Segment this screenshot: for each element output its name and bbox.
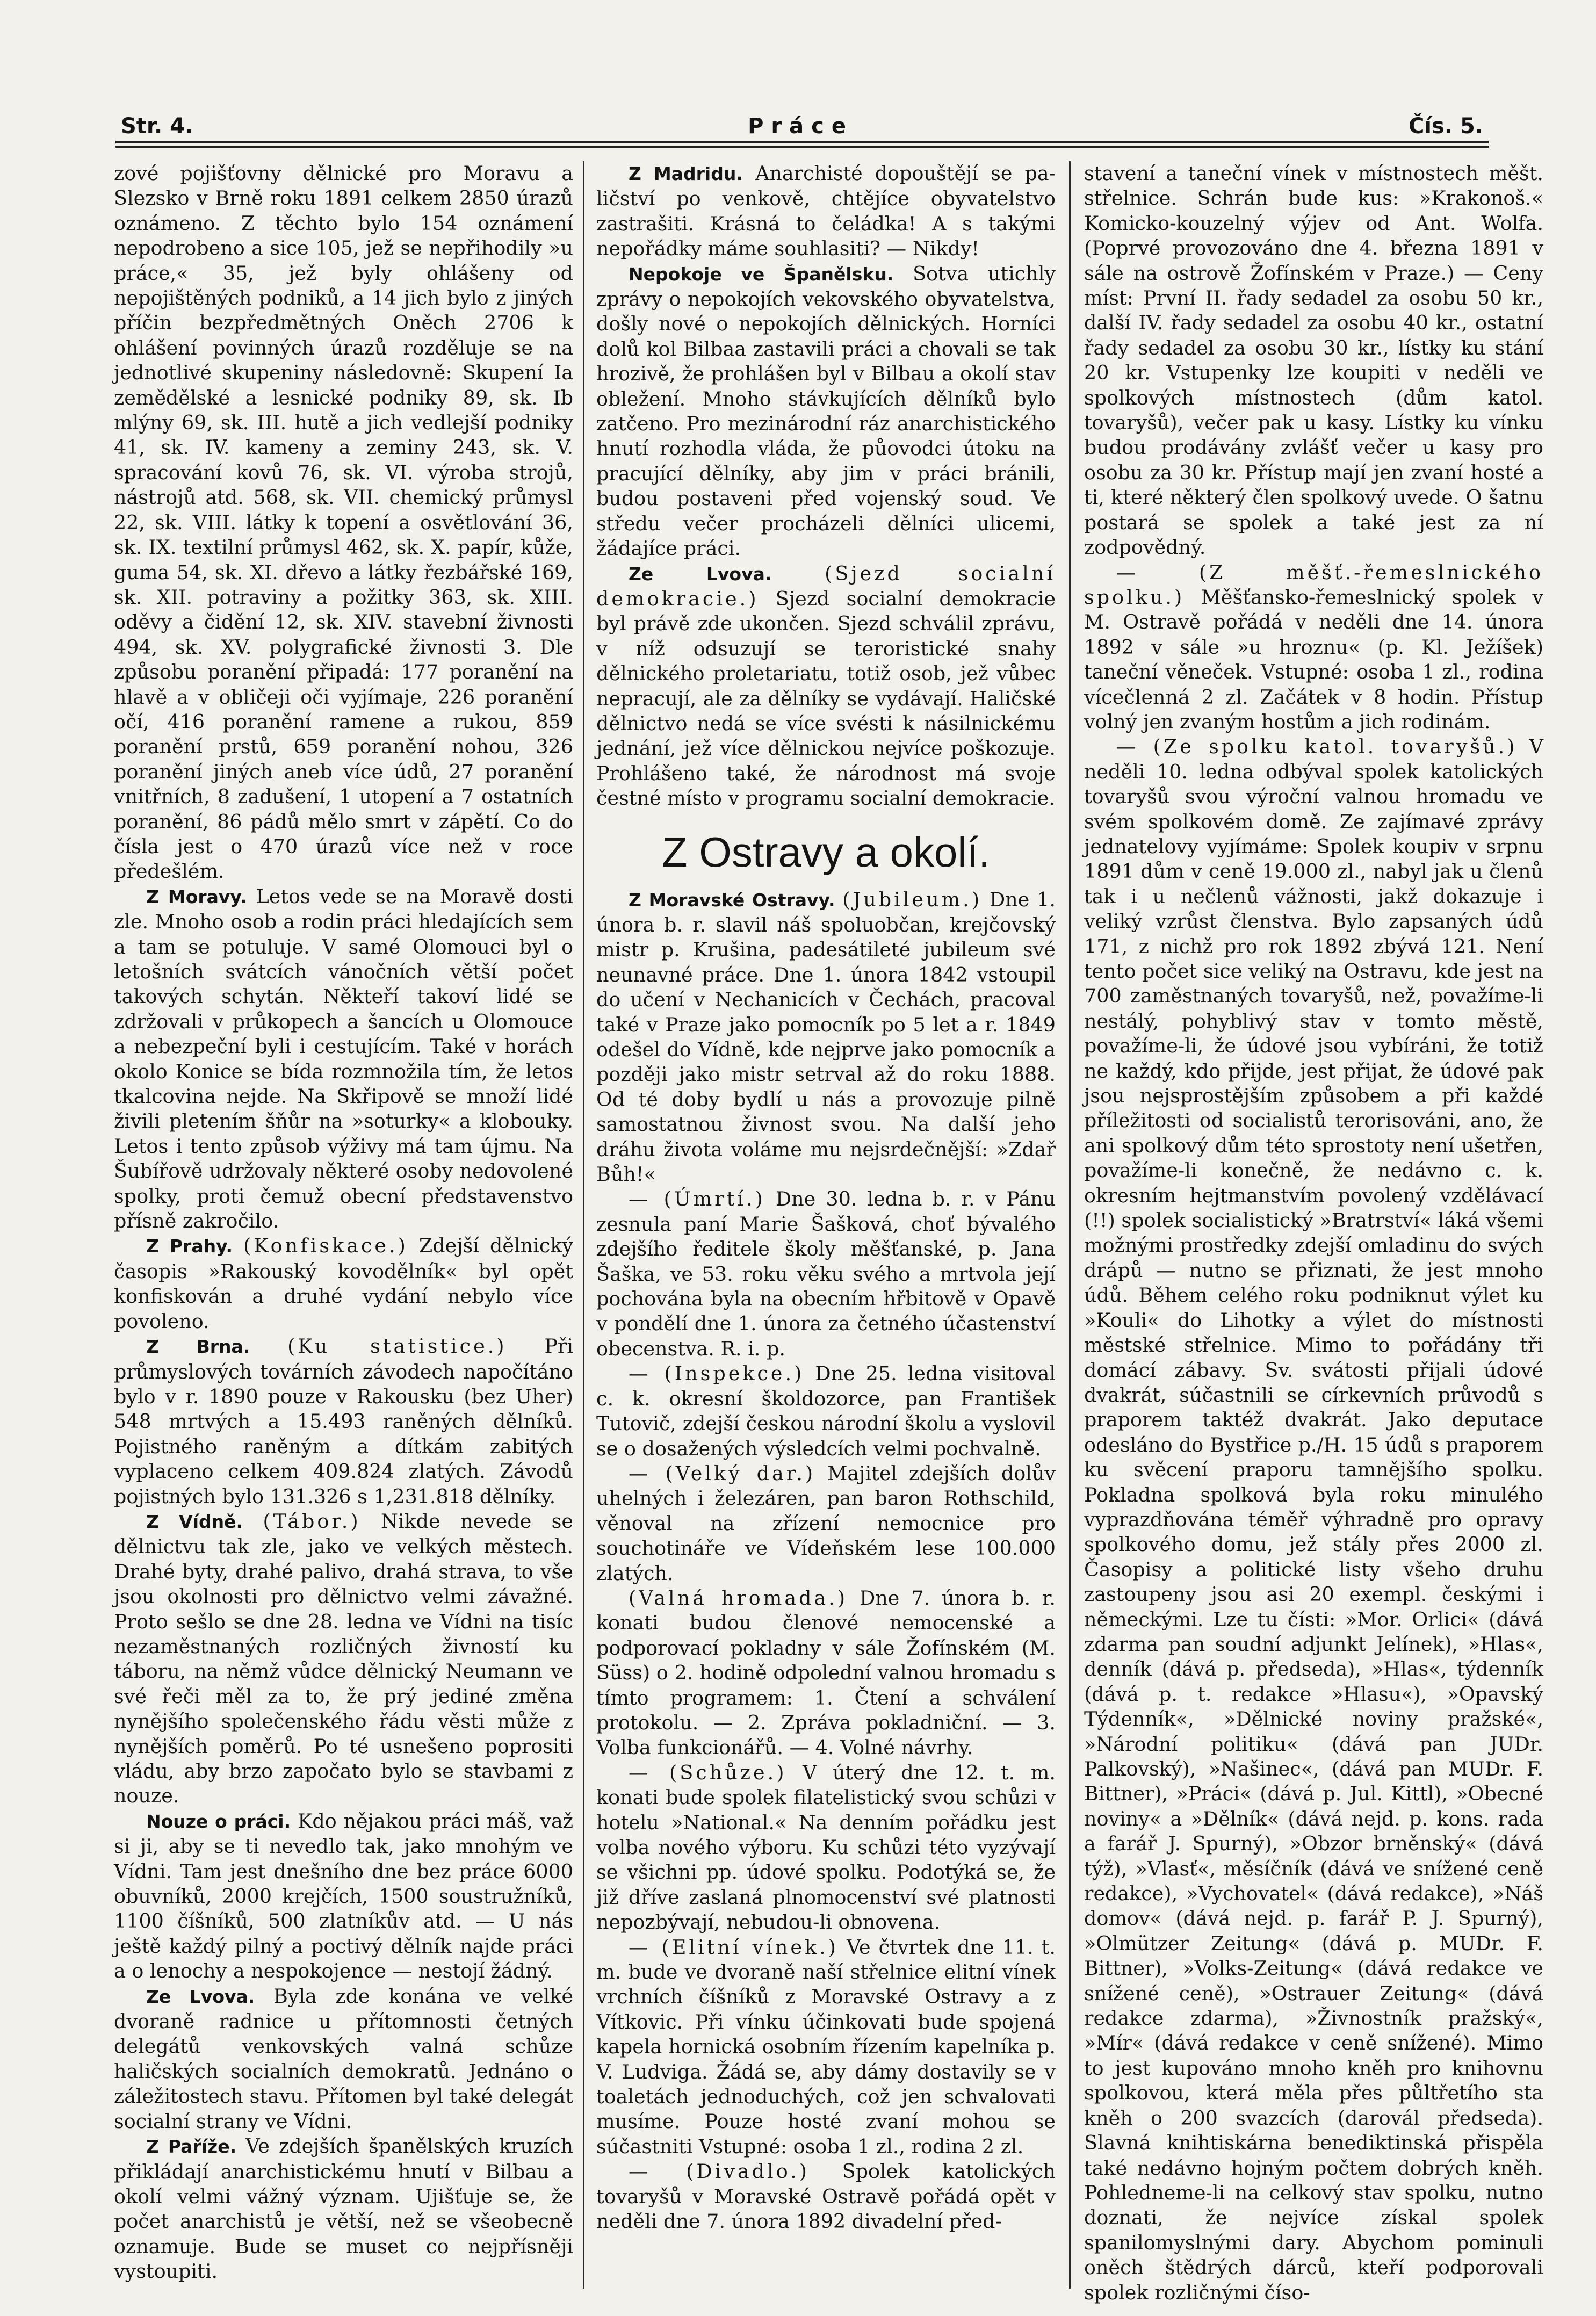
article-text: Ve čtvrtek dne 11. t. m. bude ve dvoraně naší střelnice elitní vínek vrchních číšníků z Moravské Ostravy a z Vítkovic. Při vínku účinkovati bude spojená kapela hornická osobním řízením kapelníka p. V. Ludviga. Žádá se, aby dámy dostavily se v toaletách jednoduchých, což jen schvalovati musíme. Pouze hosté zvaní mohou se súčastniti Vstupné: osoba 1 zl., rodina 2 zl. [596,1935,1056,2158]
article-paragraph [114,1509,573,1809]
article-text: V neděli 10. ledna odbýval spolek katolických tovaryšů svou výroční valnou hromadu ve svém spolkovém domě. Ze zajímavé zprávy jednatelovy vyjímáme: Spolek koupiv v srpnu 1891 dům v ceně 19.000 zl., nabyl jak u členů tak i u nečlenů vážnosti, jakž dokazuje i veliký vzrůst členstva. Bylo zapsaných údů 171, z nichž pro rok 1892 zbývá 121. Není tento počet sice veliký na Ostravu, kde jest na 700 zaměstnaných tovaryšů, než, považíme-li nestálý, pohyblivý stav v tomto městě, považíme-li, že údové jsou vybíráni, že totiž ne každý, kdo přijde, jest přijat, že údové pak jsou nejsprostějším způsobem a při každé příležitosti od socialistů terorisováni, ano, že ani spolkový dům této sprostoty není ušetřen, považíme-li konečně, že nedávno c. k. okresním hejtmanstvím povolený vzdělávací (!!) spolek socialistický »Bratrství« láká všemi možnými prostředky zdejší omladinu do svých drápů — nutno se přiznati, že jest mnoho údů. Během celého roku podniknut výlet ku »Kouli« do Lihotky a výlet do místnosti městské střelnice. Mimo to pořádány tři domácí zábavy. Sv. svátosti přijali údové dvakrát, súčastnili se církevních průvodů s praporem taktéž dvakrát. Jako deputace odesláno do Bystřice p./H. 15 údů s praporem ku svěcení praporu tamnějšího spolku. Pokladna spolková byla roku minulého vyprazdňována téměř výhradně pro opravy spolkového domu, jež stály přes 2000 zl. Časopisy a politické listy všeho druhu zastoupeny jsou asi 20 exempl. českými i německými. Lze tu čísti: »Mor. Orlici« (dává zdarma pan soudní adjunkt Jelínek), »Hlas«, denník (dává p. předseda), »Hlas«, týdenník (dává p. t. redakce »Hlasu«), »Opavský Týdenník«, »Dělnické noviny pražské«, »Národní politiku« (dává pan JUDr. Palkovský), »Našinec«, (dává pan MUDr. F. Bittner), »Práci« (dává p. Jul. Kittl), »Obecné noviny« a »Dělník« (dává nejd. p. kons. rada a farář J. Spurný), »Obzor brněnský« (dává týž), »Vlasť«, měsíčník (dává ve snížené ceně redakce), »Vychovatel« (dává redakce), »Náš domov« (dává nejd. p. farář P. J. Spurný), »Olmützer Zeitung« (dává p. MUDr. F. Bittner), »Volks-Zeitung« (dává redakce ve snížené ceně), »Ostrauer Zeitung« (dává redakce zdarma), »Živnostník pražský«, »Mír« (dává redakce v ceně snížené). Mimo to jest kupováno mnoho kněh pro knihovnu spolkovou, která měla přes půltřetího sta kněh o 200 svazcích (darovál předseda). Slavná knihtiskárna benediktinská přispěla také nedávno hojným počtem dobrých kněh. Pohledneme-li na celkový stav spolku, nutno doznati, že nejvíce získal spolek spanilomyslnými dary. Abychom pominuli oněch štědrých dárců, kteří podporovali spolek rozličnými číso- [1084,735,1543,2304]
article-text: Kdo nějakou práci máš, važ si ji, aby se ti nevedlo tak, jako mnohým ve Vídni. Tam jest dnešního dne bez práce 6000 obuvníků, 2000 krejčích, 1500 soustružníků, 1100 číšníků, 500 zlatníkův atd. — U nás ještě každý pilný a poctivý dělník najde práci a o lenochy a nespokojence — nestojí žádný. [114,1809,573,1983]
article-paragraph [596,1586,1056,1761]
article-subheading: — (Inspekce.) [629,1362,805,1386]
article-paragraph [1084,161,1543,560]
article-paragraph [114,161,573,884]
article-text: Dne 25. ledna visitoval c. k. okresní školdozorce, pan František Tutovič, zdejší českou národní školu a vyslovil se o dosažených výsledcích velmi pochvalně. [596,1362,1056,1460]
article-runin-heading: Z Moravské Ostravy. [629,889,835,911]
article-subheading: — (Ze spolku katol. tovaryšů.) [1116,735,1518,759]
article-text: Byla zde konána ve velké dvoraně radnice u přítomnosti četných delegátů venkovských valná schůze haličských socialních demokratů. Jednáno o záležitostech stavu. Přítomen byl také delegát socialní strany ve Vídni. [114,1984,573,2133]
article-subheading: (Ku statistice.) [287,1334,507,1358]
article-subheading: (Tábor.) [263,1509,361,1533]
article-text: Měšťansko-řemeslnický spolek v M. Ostravě pořádá v neděli dne 14. února 1892 v sále »u hroznu« (p. Kl. Ježíšek) taneční věneček. Vstupné: osoba 1 zl., rodina vícečlenná 2 zl. Začátek v 8 hodin. Přístup volný jen zvaným hostům a jich rodinám. [1084,585,1543,733]
article-text: Při průmyslových továrních závodech napočítáno bylo v r. 1890 pouze v Rakousku (bez Uher) 548 mrtvých a 15.493 raněných dělníků. Pojistného raněným a dítkám zabitých vyplaceno celkem 409.824 zlatých. Závodů pojistných bylo 131.326 s 1,231.818 dělníky. [114,1334,574,1508]
article-paragraph [114,884,573,1234]
article-paragraph [596,561,1056,811]
article-paragraph [1084,734,1543,2305]
article-paragraph [114,2134,573,2284]
article-text: stavení a taneční vínek v místnostech měšt. střelnice. Schrán bude kus: »Krakonoš.« Komicko-kouzelný výjev od Ant. Wolfa. (Poprvé provozováno dne 4. března 1891 v sále na ostrově Žofínském v Praze.) — Ceny míst: První II. řady sedadel za osobu 50 kr., další IV. řady sedadel za osobu 40 kr., ostatní řady sedadel za osobu 30 kr., lístky ku stání 20 kr. Vstupenky lze koupiti v neděli ve spolkových místnostech (dům katol. tovaryšů), večer pak u kasy. Lístky ku vínku budou prodávány zvlášť večer u kasy pro osobu za 30 kr. Přístup mají jen zvaní hosté a ti, které některý člen spolkový uvede. O šatnu postará se spolek a také jest za ní zodpovědný. [1084,162,1543,559]
article-paragraph [596,1761,1056,1935]
article-runin-heading: Z Prahy. [146,1236,233,1257]
article-paragraph [1084,560,1543,735]
article-subheading: (Sjezd socialní demokracie.) [596,561,1056,610]
article-text: zové pojišťovny dělnické pro Moravu a Slezsko v Brně roku 1891 celkem 2850 úrazů oznámeno. Z těchto bylo 154 oznámení nepodrobeno a sice 105, jež se nepřihodily »u práce,« 35, jež byly ohlášeny od nepojištěných podniků, a 14 jich bylo z jiných příčin bezpředmětných Oněch 2706 k ohlášení povinných úrazů rozděluje se na jednotlivé skupeniny následovně: Skupení Ia zemědělské a lesnické podniky 89, sk. Ib mlýny 69, sk. III. hutě a jich vedlejší podniky 41, sk. IV. kameny a zeminy 243, sk. V. spracování kovů 76, sk. VI. výroba strojů, nástrojů atd. 568, sk. VII. chemický průmysl 22, sk. VIII. látky k topení a osvětlování 36, sk. IX. textilní průmysl 462, sk. X. papír, kůže, guma 54, sk. XI. dřevo a látky řezbářské 169, sk. XII. potraviny a požitky 363, sk. XIII. oděvy a čidění 12, sk. XIV. stavební živnosti 494, sk. XV. polygrafické živnosti 3. Dle způsobu poranění připadá: 177 poranění na hlavě a v obličeji oči vyjímaje, 226 poranění očí, 416 poranění ramene a rukou, 859 poranění prstů, 659 poranění nohou, 326 poranění jiných aneb více údů, 27 poranění vnitřních, 8 zadušení, 1 utopení a 7 ostatních poranění, 86 pádů mělo smrt v zápětí. Co do čísla jest o 470 úrazů více než v roce předešlém. [114,162,573,883]
column-1 [114,161,573,2284]
page-header [121,101,1483,139]
article-subheading: — (Elitní vínek.) [629,1935,839,1959]
article-text: Dne 1. února b. r. slavil náš spoluobčan, krejčovský mistr p. Krušina, padesátileté jubileum své neunavné práce. Dne 1. února 1842 vstoupil do učení v Nechanicích v Čechách, pracoval také v Praze jako pomocník po 5 let a r. 1849 odešel do Vídně, kde nejprve jako pomocník a později jako mistr setrval až do roku 1888. Od té doby bydlí u nás a provozuje pilně samostatnou živnost svou. Na další jeho dráhu života voláme mu nejsrdečnější: »Zdař Bůh!« [596,888,1056,1186]
article-text: Majitel zdejších dolův uhelných i železáren, pan baron Rothschild, věnoval na zřízení nemocnice pro souchotináře ve Vídeňském lese 100.000 zlatých. [596,1461,1056,1585]
article-runin-heading: Z Vídně. [146,1511,243,1532]
article-runin-heading: Z Moravy. [146,886,247,907]
article-subheading: (Jubileum.) [842,888,983,911]
header-rule [115,141,1489,143]
article-runin-heading: Z Madridu. [629,163,743,184]
article-text: Dne 30. ledna b. r. v Pánu zesnula paní Marie Šašková, choť bývalého zdejšího ředitele školy měšťanské, p. Jana Šaška, ve 53. roku věku svého a mrtvola její pochována byla na obecním hřbitově v Opavě v pondělí dne 1. února za četného účastenství obecenstva. R. i. p. [596,1187,1056,1360]
article-text: Dne 7. února b. r. konati budou členové nemocenské a podporovací pokladny v sále Žofínském (M. Süss) o 2. hodině odpolední valnou hromadu s tímto programem: 1. Čtení a schválení protokolu. — 2. Zpráva pokladniční. — 3. Volba funkcionářů. — 4. Volné návrhy. [596,1586,1056,1759]
article-subheading: (Valná hromada.) [629,1586,848,1610]
article-paragraph [596,1461,1056,1586]
article-text: Zdejší dělnický časopis »Rakouský kovodělník« byl opět konfiskován a druhé vydání nebylo více povoleno. [114,1234,573,1333]
section-heading: Z Ostravy a okolí. [661,828,991,876]
article-text: Nikde nevede se dělnictvu tak zle, jako ve velkých městech. Drahé byty, drahé palivo, drahá strava, to vše jsou okolnosti pro dělnictvo velmi závažné. Proto sešlo se dne 28. ledna ve Vídni na tisíc nezaměstnaných rozličných živností ku táboru, na němž vůdce dělnický Neumann ve své řeči měl za to, že prý jediné změna nynějšího společenského řádu věsti může z nynějších poměrů. Po té usnešeno poprositi vládu, aby brzo započato bylo se stavbami z nouze. [114,1509,573,1808]
article-subheading: — (Velký dar.) [629,1461,816,1485]
article-text: V úterý dne 12. t. m. konati bude spolek filatelistický svou schůzi v hotelu »National.« Na denním pořádku jest volba nového výboru. Ku schůzi této vyzývají se všichni pp. údové spolku. Podotýká se, že již dříve zaslaná plnomocenství své platnosti nepozbývají, nebudou-li obnovena. [596,1761,1056,1934]
article-runin-heading: Z Brna. [146,1336,250,1358]
article-paragraph [114,1809,573,1984]
article-text: Anarchisté dopouštějí se pa-ličství po venkově, chtějíce obyvatelstvo zastrašiti. Krásná to čeládka! A s takými nepořádky máme souhlasiti? — Nikdy! [596,162,1056,261]
column-divider [1069,161,1071,2289]
article-paragraph [596,1935,1056,2160]
article-text: Spolek katolických tovaryšů v Moravské Ostravě pořádá opět v neděli dne 7. února 1892 divadelní před- [596,2160,1056,2233]
article-paragraph [114,1984,573,2134]
page-number: Str. 4. [121,114,193,139]
article-paragraph [596,888,1056,1187]
article-paragraph [596,161,1056,262]
article-paragraph [596,1361,1056,1461]
article-runin-heading: Nouze o práci. [146,1810,291,1832]
column-divider [583,161,584,2289]
article-text: Sjezd socialní demokracie byl právě zde ukončen. Sjezd schválil zprávu, v níž odsuzují se teroristické snahy dělnického proletariatu, totiž osob, jež vůbec nepracují, ale za dělníky se vydávají. Haličské dělnictvo nedá se více svésti k násilnickému jednání, jež více dělnickou nejvíce poškozuje. Prohlášeno také, že národnost má svoje čestné místo v programu socialní demokracie. [596,587,1056,810]
column-3 [1084,161,1543,2305]
article-paragraph [596,2159,1056,2234]
article-text: Letos vede se na Moravě dosti zle. Mnoho osob a rodin práci hledajících sem a tam se potuluje. V samé Olomouci byl o letošních svátcích vánočních větší počet takových schytán. Někteří takoví lidé se zdržovali v průkopech a šancích u Olomouce a nebezpeční byli i cestujícím. Také v horách okolo Konice se bída rozmnožila tím, že letos tkalcovina nejde. Na Skřipově se množí lidé živili pletením šňůr na »soturky« a klobouky. Letos i tento způsob výživy má tam újmu. Na Šubířově udržovaly některé osoby nedovolené spolky, proti čemuž obecní představenstvo přísně zakročilo. [114,884,574,1233]
article-subheading: (Konfiskace.) [243,1234,408,1258]
article-text: Ve zdejších španělských kruzích přikládají anarchistickému hnutí v Bilbau a okolí velmi vážný význam. Ujišťuje se, že počet anarchistů je větší, než se všeobecně oznamuje. Bude se muset co nejpřísněji vystoupiti. [114,2134,573,2283]
article-runin-heading: Ze Lvova. [629,563,772,585]
article-runin-heading: Nepokoje ve Španělsku. [629,263,894,285]
header-rule-thin [115,146,1489,148]
article-subheading: — (Divadlo.) [629,2160,810,2183]
article-subheading: — (Úmrtí.) [629,1187,765,1211]
article-subheading: — (Schůze.) [629,1761,787,1784]
article-runin-heading: Z Paříže. [146,2136,237,2158]
article-paragraph [596,1187,1056,1361]
article-paragraph [114,1334,573,1509]
newspaper-title: Práce [748,114,854,139]
article-text: Sotva utichly zprávy o nepokojích vekovského obyvatelstva, došly nové o nepokojích dělnických. Horníci dolů kol Bilbaa zastavili práci a chovali se tak hrozivě, že prohlášen byl v Bilbau a okolí stav obležení. Mnoho stávkujících dělníků bylo zatčeno. Pro mezinárodní ráz anarchistického hnutí rozhodla vláda, že půovodci útoku na pracující dělníky, aby jim v práci bránili, budou postaveni před vojenský soud. Ve středu večer procházeli dělníci ulicemi, žádajíce práci. [596,262,1056,560]
article-subheading: — (Z měšť.-řemeslnického spolku.) [1084,560,1543,609]
column-2 [596,161,1056,2234]
issue-number: Čís. 5. [1408,114,1483,139]
article-paragraph [114,1233,573,1334]
article-paragraph [596,262,1056,561]
article-runin-heading: Ze Lvova. [146,1986,255,2007]
